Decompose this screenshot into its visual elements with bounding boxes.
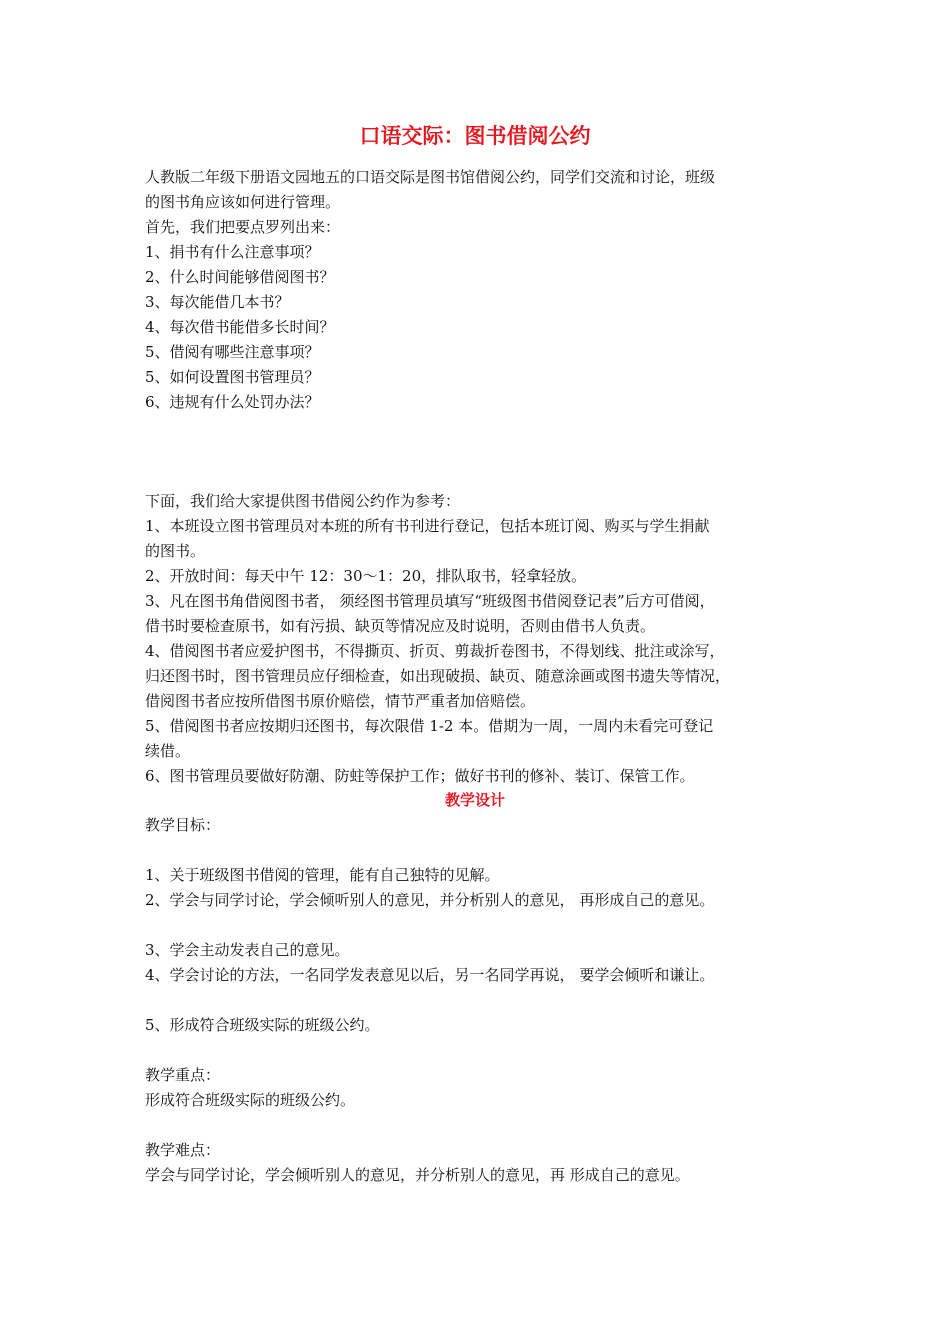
intro-line: 人教版二年级下册语文园地五的口语交际是图书馆借阅公约，同学们交流和讨论，班级 (145, 168, 716, 186)
design-line: 教学难点： (145, 1141, 221, 1159)
design-line (145, 988, 815, 1013)
reference-section (145, 489, 815, 789)
intro-line: 5、如何设置图书管理员？ (145, 368, 320, 386)
reference-line: 的图书。 (145, 542, 206, 560)
intro-line: 2、什么时间能够借阅图书？ (145, 268, 335, 286)
design-line (145, 838, 815, 863)
design-line: 教学目标： (145, 816, 221, 834)
reference-line: 1、本班设立图书管理员对本班的所有书刊进行登记，包括本班订阅、购买与学生捐献 (145, 517, 710, 535)
intro-line: 的图书角应该如何进行管理。 (145, 193, 341, 211)
teaching-design-section (145, 813, 815, 1188)
intro-line: 4、每次借书能借多长时间？ (145, 318, 335, 336)
intro-section (145, 165, 815, 415)
intro-line: 1、捐书有什么注意事项？ (145, 243, 320, 261)
intro-line: 首先，我们把要点罗列出来： (145, 218, 341, 236)
reference-line: 5、借阅图书者应按期归还图书，每次限借 1-2 本。借期为一周，一周内未看完可登记 (145, 717, 714, 735)
reference-line: 下面，我们给大家提供图书借阅公约作为参考： (145, 492, 461, 510)
reference-line: 归还图书时，图书管理员应仔细检查，如出现破损、缺页、随意涂画或图书遗失等情况， (145, 667, 731, 685)
reference-line: 借书时要检查原书，如有污损、缺页等情况应及时说明，否则由借书人负责。 (145, 617, 656, 635)
design-line: 形成符合班级实际的班级公约。 (145, 1091, 356, 1109)
intro-line: 5、借阅有哪些注意事项？ (145, 343, 320, 361)
design-line: 4、学会讨论的方法，一名同学发表意见以后，另一名同学再说， 要学会倾听和谦让。 (145, 966, 715, 984)
reference-line: 借阅图书者应按所借图书原价赔偿，情节严重者加倍赔偿。 (145, 692, 536, 710)
reference-line: 2、开放时间：每天中午 12：30～1：20，排队取书，轻拿轻放。 (145, 567, 587, 585)
design-line: 1、关于班级图书借阅的管理，能有自己独特的见解。 (145, 866, 500, 884)
design-line: 5、形成符合班级实际的班级公约。 (145, 1016, 380, 1034)
reference-line: 3、凡在图书角借阅图书者， 须经图书管理员填写“班级图书借阅登记表”后方可借阅， (145, 592, 715, 610)
design-line: 2、学会与同学讨论，学会倾听别人的意见，并分析别人的意见， 再形成自己的意见。 (145, 891, 715, 909)
document-title: 口语交际：图书借阅公约 (359, 124, 591, 148)
design-line: 3、学会主动发表自己的意见。 (145, 941, 350, 959)
design-line: 教学重点： (145, 1066, 221, 1084)
reference-line: 6、图书管理员要做好防潮、防蛀等保护工作；做好书刊的修补、装订、保管工作。 (145, 767, 695, 785)
intro-line: 6、违规有什么处罚办法？ (145, 393, 320, 411)
reference-line: 续借。 (145, 742, 191, 760)
design-line (145, 1038, 815, 1063)
design-line (145, 1113, 815, 1138)
design-line: 学会与同学讨论，学会倾听别人的意见，并分析别人的意见，再 形成自己的意见。 (145, 1166, 690, 1184)
design-line (145, 913, 815, 938)
teaching-design-heading: 教学设计 (444, 791, 505, 809)
reference-line: 4、借阅图书者应爱护图书，不得撕页、折页、剪裁折卷图书，不得划线、批注或涂写， (145, 642, 725, 660)
intro-line: 3、每次能借几本书？ (145, 293, 290, 311)
